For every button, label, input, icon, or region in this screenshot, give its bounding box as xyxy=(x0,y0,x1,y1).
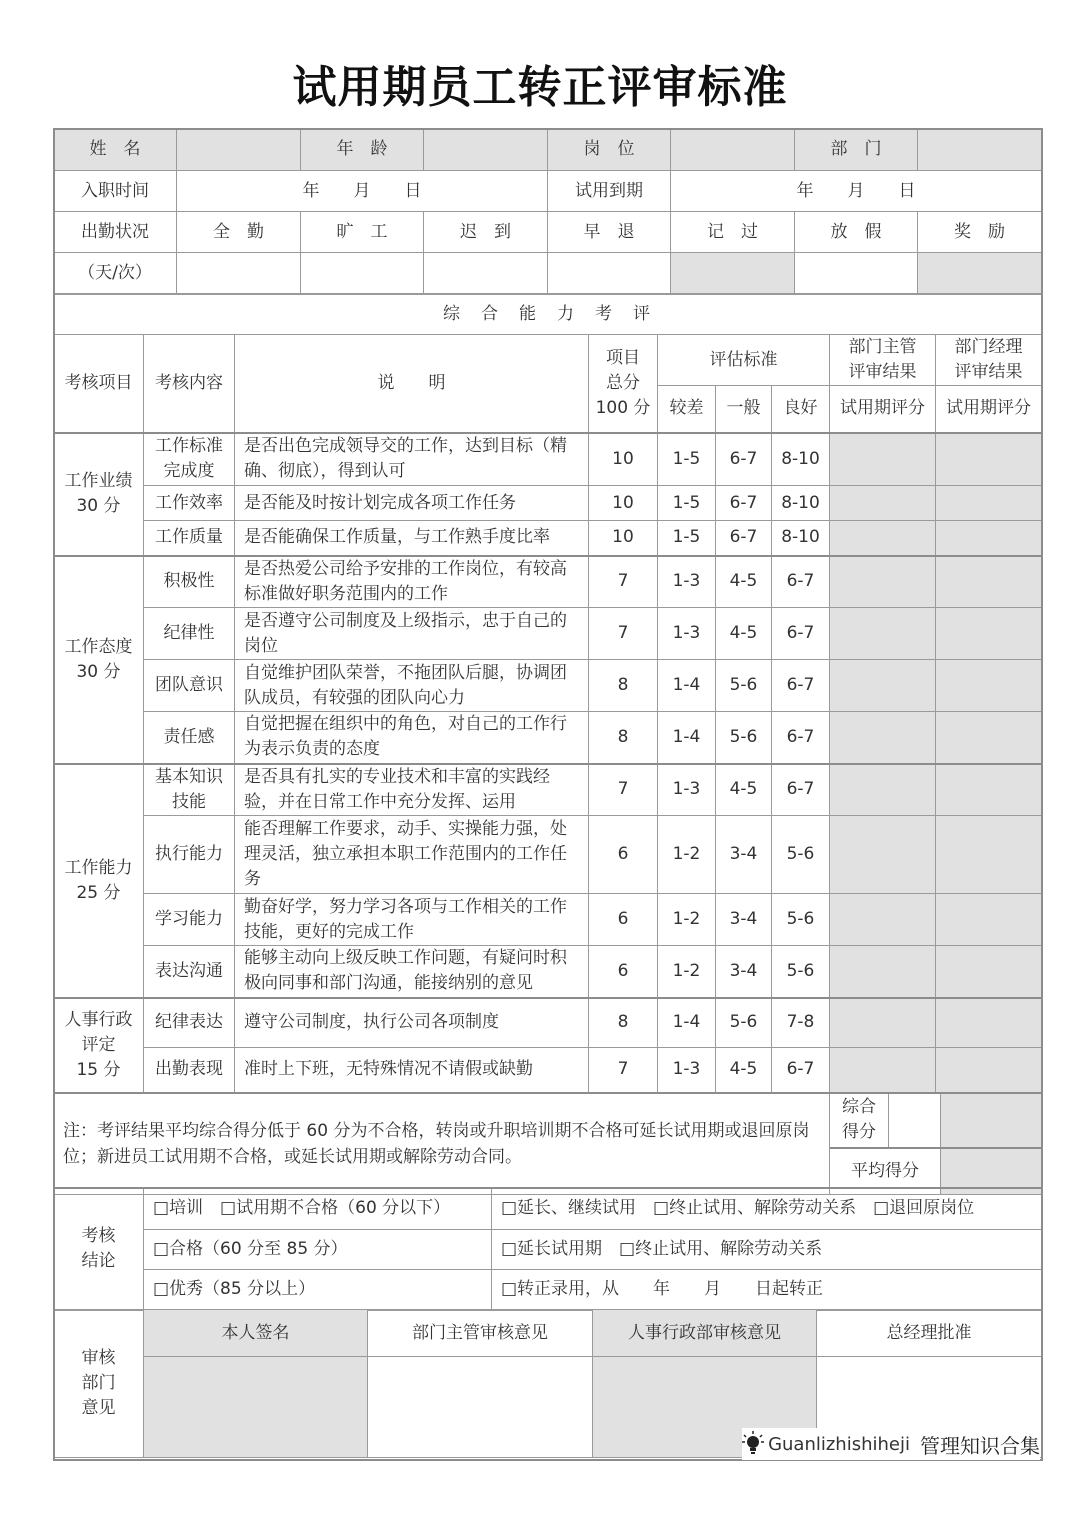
attendance-col-full: 全 勤 xyxy=(177,212,301,253)
table-row xyxy=(54,556,1042,608)
evaluation-description: 能够主动向上级反映工作问题，有疑问时积极向同事和部门沟通，能接纳别的意见 xyxy=(235,946,589,998)
header-standard: 评估标准 xyxy=(658,335,830,386)
supervisor-score-field[interactable] xyxy=(830,946,936,998)
total-score: 7 xyxy=(589,764,658,816)
total-score: 6 xyxy=(589,946,658,998)
standard-normal: 5-6 xyxy=(716,660,772,712)
evaluation-content: 工作质量 xyxy=(144,521,235,556)
attendance-early-leave-field[interactable] xyxy=(548,253,671,294)
manager-score-field[interactable] xyxy=(936,764,1042,816)
standard-good: 6-7 xyxy=(772,660,830,712)
evaluation-content: 纪律表达 xyxy=(144,998,235,1048)
review-col-supervisor: 部门主管审核意见 xyxy=(368,1310,593,1357)
age-label: 年 龄 xyxy=(301,129,424,171)
standard-normal: 4-5 xyxy=(716,608,772,660)
standard-poor: 1-5 xyxy=(658,486,716,521)
conclusion-action-fail[interactable]: □延长、继续试用 □终止试用、解除劳动关系 □退回原岗位 xyxy=(492,1188,1042,1229)
standard-normal: 6-7 xyxy=(716,521,772,556)
department-field[interactable] xyxy=(918,129,1042,171)
employee-info-table xyxy=(53,128,1042,294)
group-name: 人事行政评定 xyxy=(64,1009,133,1055)
attendance-col-leave: 放 假 xyxy=(795,212,918,253)
evaluation-description: 自觉维护团队荣誉，不拖团队后腿，协调团队成员，有较强的团队向心力 xyxy=(235,660,589,712)
table-row xyxy=(54,521,1042,556)
page-title: 试用期员工转正评审标准 xyxy=(292,62,788,113)
manager-score-field[interactable] xyxy=(936,660,1042,712)
attendance-full-field[interactable] xyxy=(177,253,301,294)
manager-score-field[interactable] xyxy=(936,486,1042,521)
standard-good: 6-7 xyxy=(772,1048,830,1093)
composite-score-field-2[interactable] xyxy=(941,1094,1042,1148)
probation-end-label: 试用到期 xyxy=(548,171,671,212)
total-score: 8 xyxy=(589,712,658,764)
standard-poor: 1-2 xyxy=(658,816,716,894)
manager-score-field[interactable] xyxy=(936,894,1042,946)
standard-good: 5-6 xyxy=(772,894,830,946)
evaluation-description: 是否具有扎实的专业技术和丰富的实践经验，并在日常工作中充分发挥、运用 xyxy=(235,764,589,816)
standard-poor: 1-3 xyxy=(658,1048,716,1093)
standard-good: 6-7 xyxy=(772,764,830,816)
supervisor-score-field[interactable] xyxy=(830,660,936,712)
standard-normal: 5-6 xyxy=(716,998,772,1048)
attendance-late-field[interactable] xyxy=(424,253,548,294)
table-row xyxy=(54,946,1042,998)
evaluation-description: 准时上下班，无特殊情况不请假或缺勤 xyxy=(235,1048,589,1093)
total-score: 10 xyxy=(589,433,658,486)
evaluation-content: 出勤表现 xyxy=(144,1048,235,1093)
header-supervisor-line1: 部门主管 xyxy=(848,337,917,357)
evaluation-content: 工作效率 xyxy=(144,486,235,521)
age-field[interactable] xyxy=(424,129,548,171)
position-label: 岗 位 xyxy=(548,129,671,171)
supervisor-score-field[interactable] xyxy=(830,894,936,946)
manager-score-field[interactable] xyxy=(936,816,1042,894)
evaluation-description: 勤奋好学，努力学习各项与工作相关的工作技能，更好的完成工作 xyxy=(235,894,589,946)
total-score: 7 xyxy=(589,556,658,608)
total-score: 7 xyxy=(589,608,658,660)
name-label: 姓 名 xyxy=(54,129,177,171)
standard-good: 7-8 xyxy=(772,998,830,1048)
standard-good: 6-7 xyxy=(772,712,830,764)
group-name: 工作态度 xyxy=(64,636,133,657)
probation-end-field[interactable]: 年 月 日 xyxy=(671,171,1042,212)
attendance-absent-field[interactable] xyxy=(301,253,424,294)
evaluation-content: 工作标准完成度 xyxy=(144,433,235,486)
standard-poor: 1-2 xyxy=(658,946,716,998)
standard-poor: 1-5 xyxy=(658,433,716,486)
standard-poor: 1-5 xyxy=(658,521,716,556)
standard-poor: 1-4 xyxy=(658,998,716,1048)
standard-poor: 1-2 xyxy=(658,894,716,946)
evaluation-content: 责任感 xyxy=(144,712,235,764)
conclusion-label xyxy=(54,1188,144,1310)
attendance-col-early-leave: 早 退 xyxy=(548,212,671,253)
attendance-demerit-field[interactable] xyxy=(671,253,795,294)
manager-score-field[interactable] xyxy=(936,556,1042,608)
supervisor-score-field[interactable] xyxy=(830,433,936,486)
conclusion-option-pass[interactable]: □合格（60 分至 85 分） xyxy=(144,1229,492,1269)
evaluation-description: 遵守公司制度，执行公司各项制度 xyxy=(235,998,589,1048)
attendance-col-demerit: 记 过 xyxy=(671,212,795,253)
table-row xyxy=(54,433,1042,486)
supervisor-score-field[interactable] xyxy=(830,556,936,608)
group-label xyxy=(54,556,144,764)
group-name: 工作能力 xyxy=(64,857,133,878)
table-row xyxy=(54,1048,1042,1093)
table-row xyxy=(54,608,1042,660)
standard-normal: 3-4 xyxy=(716,816,772,894)
header-manager-score: 试用期评分 xyxy=(936,386,1042,433)
watermark-brand: 管理知识合集 xyxy=(920,1433,1040,1458)
attendance-leave-field[interactable] xyxy=(795,253,918,294)
group-label xyxy=(54,433,144,556)
supervisor-score-field[interactable] xyxy=(830,712,936,764)
manager-score-field[interactable] xyxy=(936,998,1042,1048)
total-score: 8 xyxy=(589,660,658,712)
manager-score-field[interactable] xyxy=(936,946,1042,998)
review-label-text: 审核部门意见 xyxy=(81,1348,116,1418)
table-row xyxy=(54,764,1042,816)
standard-good: 8-10 xyxy=(772,486,830,521)
manager-score-field[interactable] xyxy=(936,521,1042,556)
evaluation-description: 是否能确保工作质量，与工作熟手度比率 xyxy=(235,521,589,556)
evaluation-content: 团队意识 xyxy=(144,660,235,712)
evaluation-description: 是否遵守公司制度及上级指示，忠于自己的岗位 xyxy=(235,608,589,660)
attendance-col-reward: 奖 励 xyxy=(918,212,1042,253)
header-good: 良好 xyxy=(772,386,830,433)
evaluation-description: 自觉把握在组织中的角色，对自己的工作行为表示负责的态度 xyxy=(235,712,589,764)
score-summary-grid xyxy=(830,1094,1041,1194)
standard-good: 8-10 xyxy=(772,521,830,556)
header-item: 考核项目 xyxy=(54,335,144,433)
standard-normal: 5-6 xyxy=(716,712,772,764)
total-score: 10 xyxy=(589,521,658,556)
average-score-label: 平均得分 xyxy=(830,1148,941,1194)
standard-normal: 6-7 xyxy=(716,486,772,521)
evaluation-description: 是否能及时按计划完成各项工作任务 xyxy=(235,486,589,521)
header-supervisor xyxy=(830,335,936,386)
manager-score-field[interactable] xyxy=(936,433,1042,486)
group-points: 30 分 xyxy=(76,661,121,682)
conclusion-table xyxy=(53,1187,1042,1311)
header-desc: 说 明 xyxy=(235,335,589,433)
hire-date-field[interactable]: 年 月 日 xyxy=(177,171,548,212)
group-points: 25 分 xyxy=(76,882,121,903)
conclusion-option-fail[interactable]: □培训 □试用期不合格（60 分以下） xyxy=(144,1188,492,1229)
header-supervisor-score: 试用期评分 xyxy=(830,386,936,433)
conclusion-option-excellent[interactable]: □优秀（85 分以上） xyxy=(144,1269,492,1310)
table-row xyxy=(54,816,1042,894)
supervisor-opinion-field[interactable] xyxy=(368,1357,593,1458)
group-name: 工作业绩 xyxy=(64,471,133,491)
standard-good: 8-10 xyxy=(772,433,830,486)
header-total-line1: 项目 xyxy=(606,347,640,368)
evaluation-description: 是否热爱公司给予安排的工作岗位，有较高标准做好职务范围内的工作 xyxy=(235,556,589,608)
attendance-reward-field[interactable] xyxy=(918,253,1042,294)
standard-normal: 4-5 xyxy=(716,1048,772,1093)
evaluation-description: 能否理解工作要求，动手、实操能力强，处理灵活，独立承担本职工作范围内的工作任务 xyxy=(235,816,589,894)
total-score: 6 xyxy=(589,816,658,894)
name-field[interactable] xyxy=(177,129,301,171)
header-poor: 较差 xyxy=(658,386,716,433)
header-total-line3: 100 分 xyxy=(595,397,651,418)
evaluation-content: 积极性 xyxy=(144,556,235,608)
attendance-unit-label: （天/次） xyxy=(54,253,177,294)
lightbulb-icon xyxy=(742,1431,764,1457)
group-points: 15 分 xyxy=(76,1059,121,1080)
attendance-col-late: 迟 到 xyxy=(424,212,548,253)
composite-score-field[interactable] xyxy=(889,1094,941,1148)
supervisor-score-field[interactable] xyxy=(830,998,936,1048)
header-total xyxy=(589,335,658,433)
manager-score-field[interactable] xyxy=(936,1048,1042,1093)
standard-good: 6-7 xyxy=(772,608,830,660)
conclusion-label-text: 考核结论 xyxy=(81,1226,116,1272)
header-manager-line1: 部门经理 xyxy=(954,337,1023,357)
table-row xyxy=(54,712,1042,764)
evaluation-content: 基本知识技能 xyxy=(144,764,235,816)
composite-score-label: 综合得分 xyxy=(830,1094,889,1148)
manager-score-field[interactable] xyxy=(936,608,1042,660)
watermark xyxy=(742,1428,1040,1460)
standard-poor: 1-3 xyxy=(658,764,716,816)
table-row xyxy=(54,998,1042,1048)
department-label: 部 门 xyxy=(795,129,918,171)
attendance-col-absent: 旷 工 xyxy=(301,212,424,253)
standard-good: 5-6 xyxy=(772,946,830,998)
position-field[interactable] xyxy=(671,129,795,171)
evaluation-content: 执行能力 xyxy=(144,816,235,894)
conclusion-action-pass[interactable]: □延长试用期 □终止试用、解除劳动关系 xyxy=(492,1229,1042,1269)
header-supervisor-line2: 评审结果 xyxy=(848,362,917,382)
standard-poor: 1-3 xyxy=(658,556,716,608)
conclusion-action-excellent[interactable]: □转正录用，从 年 月 日起转正 xyxy=(492,1269,1042,1310)
evaluation-content: 纪律性 xyxy=(144,608,235,660)
standard-normal: 3-4 xyxy=(716,894,772,946)
supervisor-score-field[interactable] xyxy=(830,608,936,660)
note-text: 注：考评结果平均综合得分低于 60 分为不合格，转岗或升职培训期不合格可延长试用期或退回原岗位；新进员工试用期不合格，或延长试用期或解除劳动合同。 xyxy=(54,1093,830,1195)
section-title: 综 合 能 力 考 评 xyxy=(54,295,1042,335)
self-signature-field[interactable] xyxy=(144,1357,368,1458)
total-score: 6 xyxy=(589,894,658,946)
evaluation-table xyxy=(53,294,1042,1195)
review-col-self: 本人签名 xyxy=(144,1310,368,1357)
header-total-line2: 总分 xyxy=(606,372,640,393)
standard-good: 6-7 xyxy=(772,556,830,608)
standard-poor: 1-4 xyxy=(658,712,716,764)
review-col-gm: 总经理批准 xyxy=(817,1310,1042,1357)
evaluation-description: 是否出色完成领导交的工作，达到目标（精确、彻底），得到认可 xyxy=(235,433,589,486)
standard-normal: 4-5 xyxy=(716,556,772,608)
header-manager xyxy=(936,335,1042,386)
group-points: 30 分 xyxy=(76,496,121,516)
supervisor-score-field[interactable] xyxy=(830,521,936,556)
review-col-hr: 人事行政部审核意见 xyxy=(593,1310,817,1357)
evaluation-content: 表达沟通 xyxy=(144,946,235,998)
header-content: 考核内容 xyxy=(144,335,235,433)
header-normal: 一般 xyxy=(716,386,772,433)
table-row xyxy=(54,894,1042,946)
hire-date-label: 入职时间 xyxy=(54,171,177,212)
group-label xyxy=(54,998,144,1093)
table-row xyxy=(54,660,1042,712)
standard-poor: 1-3 xyxy=(658,608,716,660)
total-score: 7 xyxy=(589,1048,658,1093)
manager-score-field[interactable] xyxy=(936,712,1042,764)
supervisor-score-field[interactable] xyxy=(830,486,936,521)
supervisor-score-field[interactable] xyxy=(830,764,936,816)
standard-normal: 6-7 xyxy=(716,433,772,486)
standard-poor: 1-4 xyxy=(658,660,716,712)
attendance-label: 出勤状况 xyxy=(54,212,177,253)
standard-good: 5-6 xyxy=(772,816,830,894)
watermark-pinyin: Guanlizhishiheji xyxy=(768,1433,910,1455)
review-label xyxy=(54,1310,144,1458)
table-row xyxy=(54,486,1042,521)
total-score: 8 xyxy=(589,998,658,1048)
header-manager-line2: 评审结果 xyxy=(954,362,1023,382)
total-score: 10 xyxy=(589,486,658,521)
supervisor-score-field[interactable] xyxy=(830,816,936,894)
group-label xyxy=(54,764,144,998)
standard-normal: 4-5 xyxy=(716,764,772,816)
evaluation-content: 学习能力 xyxy=(144,894,235,946)
supervisor-score-field[interactable] xyxy=(830,1048,936,1093)
standard-normal: 3-4 xyxy=(716,946,772,998)
score-summary xyxy=(830,1093,1042,1195)
